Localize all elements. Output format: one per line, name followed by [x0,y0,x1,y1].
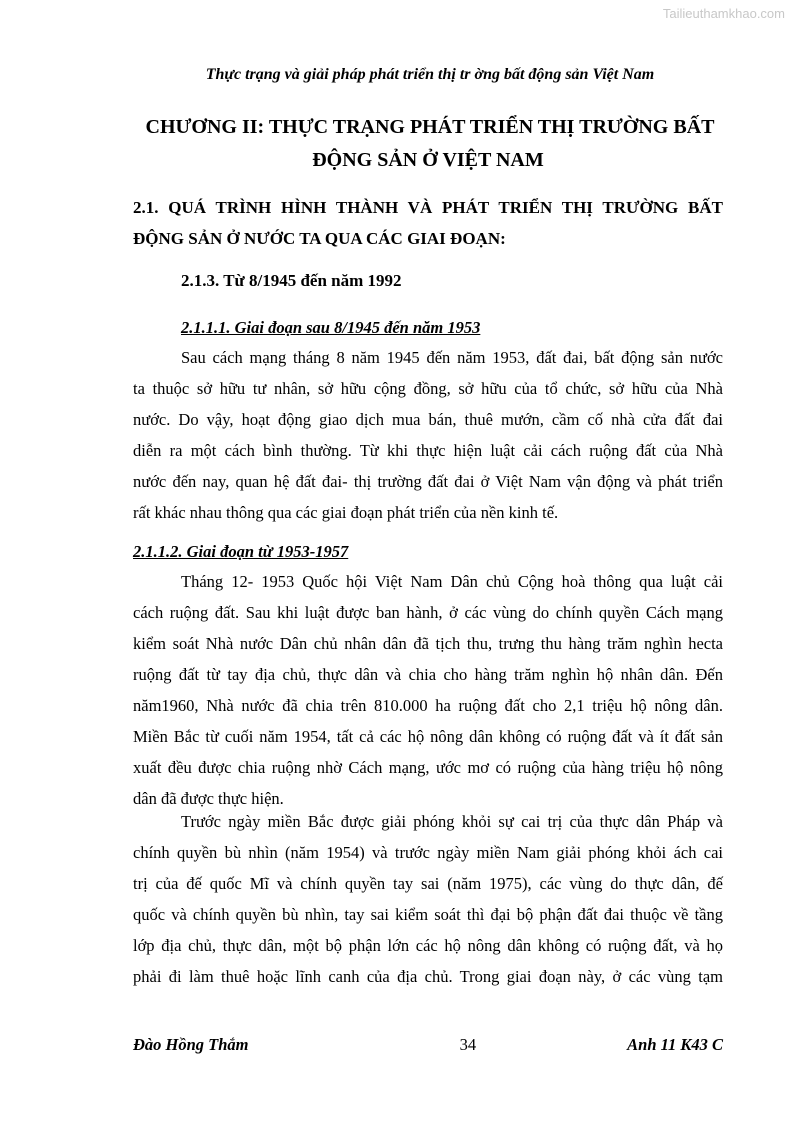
page-footer [133,1035,723,1055]
text-line: quốc và chính quyền bù nhìn, tay sai kiểm soát thì đại bộ phận đất đai thuộc về tầng [133,905,723,924]
text-line: xuất đều được chia ruộng nhờ Cách mạng, ước mơ có ruộng của hàng triệu hộ nông [133,758,723,777]
running-header: Thực trạng và giải pháp phát triển thị tr ờng bất động sản Việt Nam [205,66,655,83]
part1-paragraph [133,342,723,528]
page-number: 34 [459,1035,477,1054]
text-line: Tháng 12- 1953 Quốc hội Việt Nam Dân chủ Cộng hoà thông qua luật cải [181,572,723,591]
part2-paragraph-1 [133,566,723,814]
text-line: năm1960, Nhà nước đã chia trên 810.000 ha ruộng đất cho 2,1 triệu hộ nông dân. [133,696,723,715]
text-line: lớp địa chủ, thực dân, một bộ phận lớn các hộ nông dân không có ruộng đất, và họ [133,936,723,955]
text-line: Sau cách mạng tháng 8 năm 1945 đến năm 1953, đất đai, bất động sản nước [181,348,723,367]
text-line: diễn ra một cách bình thường. Từ khi thực hiện luật cải cách ruộng đất của Nhà [133,441,723,460]
text-line: trị của đế quốc Mĩ và chính quyền tay sai (năm 1975), các vùng do thực dân, đế [133,874,723,893]
part2-paragraph-2 [133,806,723,992]
text-line: kiểm soát Nhà nước Dân chủ nhân dân đã tịch thu, trưng thu hàng trăm nghìn hecta [133,634,723,653]
text-line: cách ruộng đất. Sau khi luật được ban hành, ở các vùng do chính quyền Cách mạng [133,603,723,622]
part2-heading: 2.1.1.2. Giai đoạn từ 1953-1957 [133,542,349,561]
part1-heading: 2.1.1.1. Giai đoạn sau 8/1945 đến năm 1953 [181,318,481,337]
text-line: ta thuộc sở hữu tư nhân, sở hữu cộng đồng, sở hữu của tổ chức, sở hữu của Nhà [133,379,723,398]
text-line: rất khác nhau thông qua các giai đoạn phát triển của nền kinh tế. [133,503,559,522]
text-line: nước đến nay, quan hệ đất đai- thị trường đất đai ở Việt Nam vận động và phát triển [133,472,723,491]
footer-author: Đào Hồng Thắm [133,1035,249,1054]
subsection-title: 2.1.3. Từ 8/1945 đến năm 1992 [181,271,402,290]
chapter-title-line-2: ĐỘNG SẢN Ở VIỆT NAM [312,149,544,171]
text-line: dân đã được thực hiện. [133,789,284,808]
watermark: Tailieuthamkhao.com [662,6,785,21]
text-line: Trước ngày miền Bắc được giải phóng khỏi sự cai trị của thực dân Pháp và [181,812,723,831]
text-line: ruộng đất từ tay địa chủ, thực dân và chia cho hàng trăm nghìn hộ nhân dân. Đến [133,665,723,684]
section-title-line-1: 2.1. QUÁ TRÌNH HÌNH THÀNH VÀ PHÁT TRIỂN THỊ TRƯỜNG BẤT [133,198,723,217]
text-line: Miền Bắc từ cuối năm 1954, tất cả các hộ nông dân không có ruộng đất và ít đất sản [133,727,723,746]
chapter-title-line-1: CHƯƠNG II: THỰC TRẠNG PHÁT TRIỂN THỊ TRƯỜNG BẤT [145,116,715,138]
section-title-line-2: ĐỘNG SẢN Ở NƯỚC TA QUA CÁC GIAI ĐOẠN: [133,229,506,248]
text-line: nước. Do vậy, hoạt động giao dịch mua bán, thuê mướn, cầm cố nhà cửa đất đai [133,410,723,429]
footer-class: Anh 11 K43 C [627,1035,723,1054]
text-line: phải đi làm thuê hoặc lĩnh canh của địa chủ. Trong giai đoạn này, ở các vùng tạm [133,967,723,986]
text-line: chính quyền bù nhìn (năm 1954) và trước ngày miền Nam giải phóng khỏi ách cai [133,843,723,862]
